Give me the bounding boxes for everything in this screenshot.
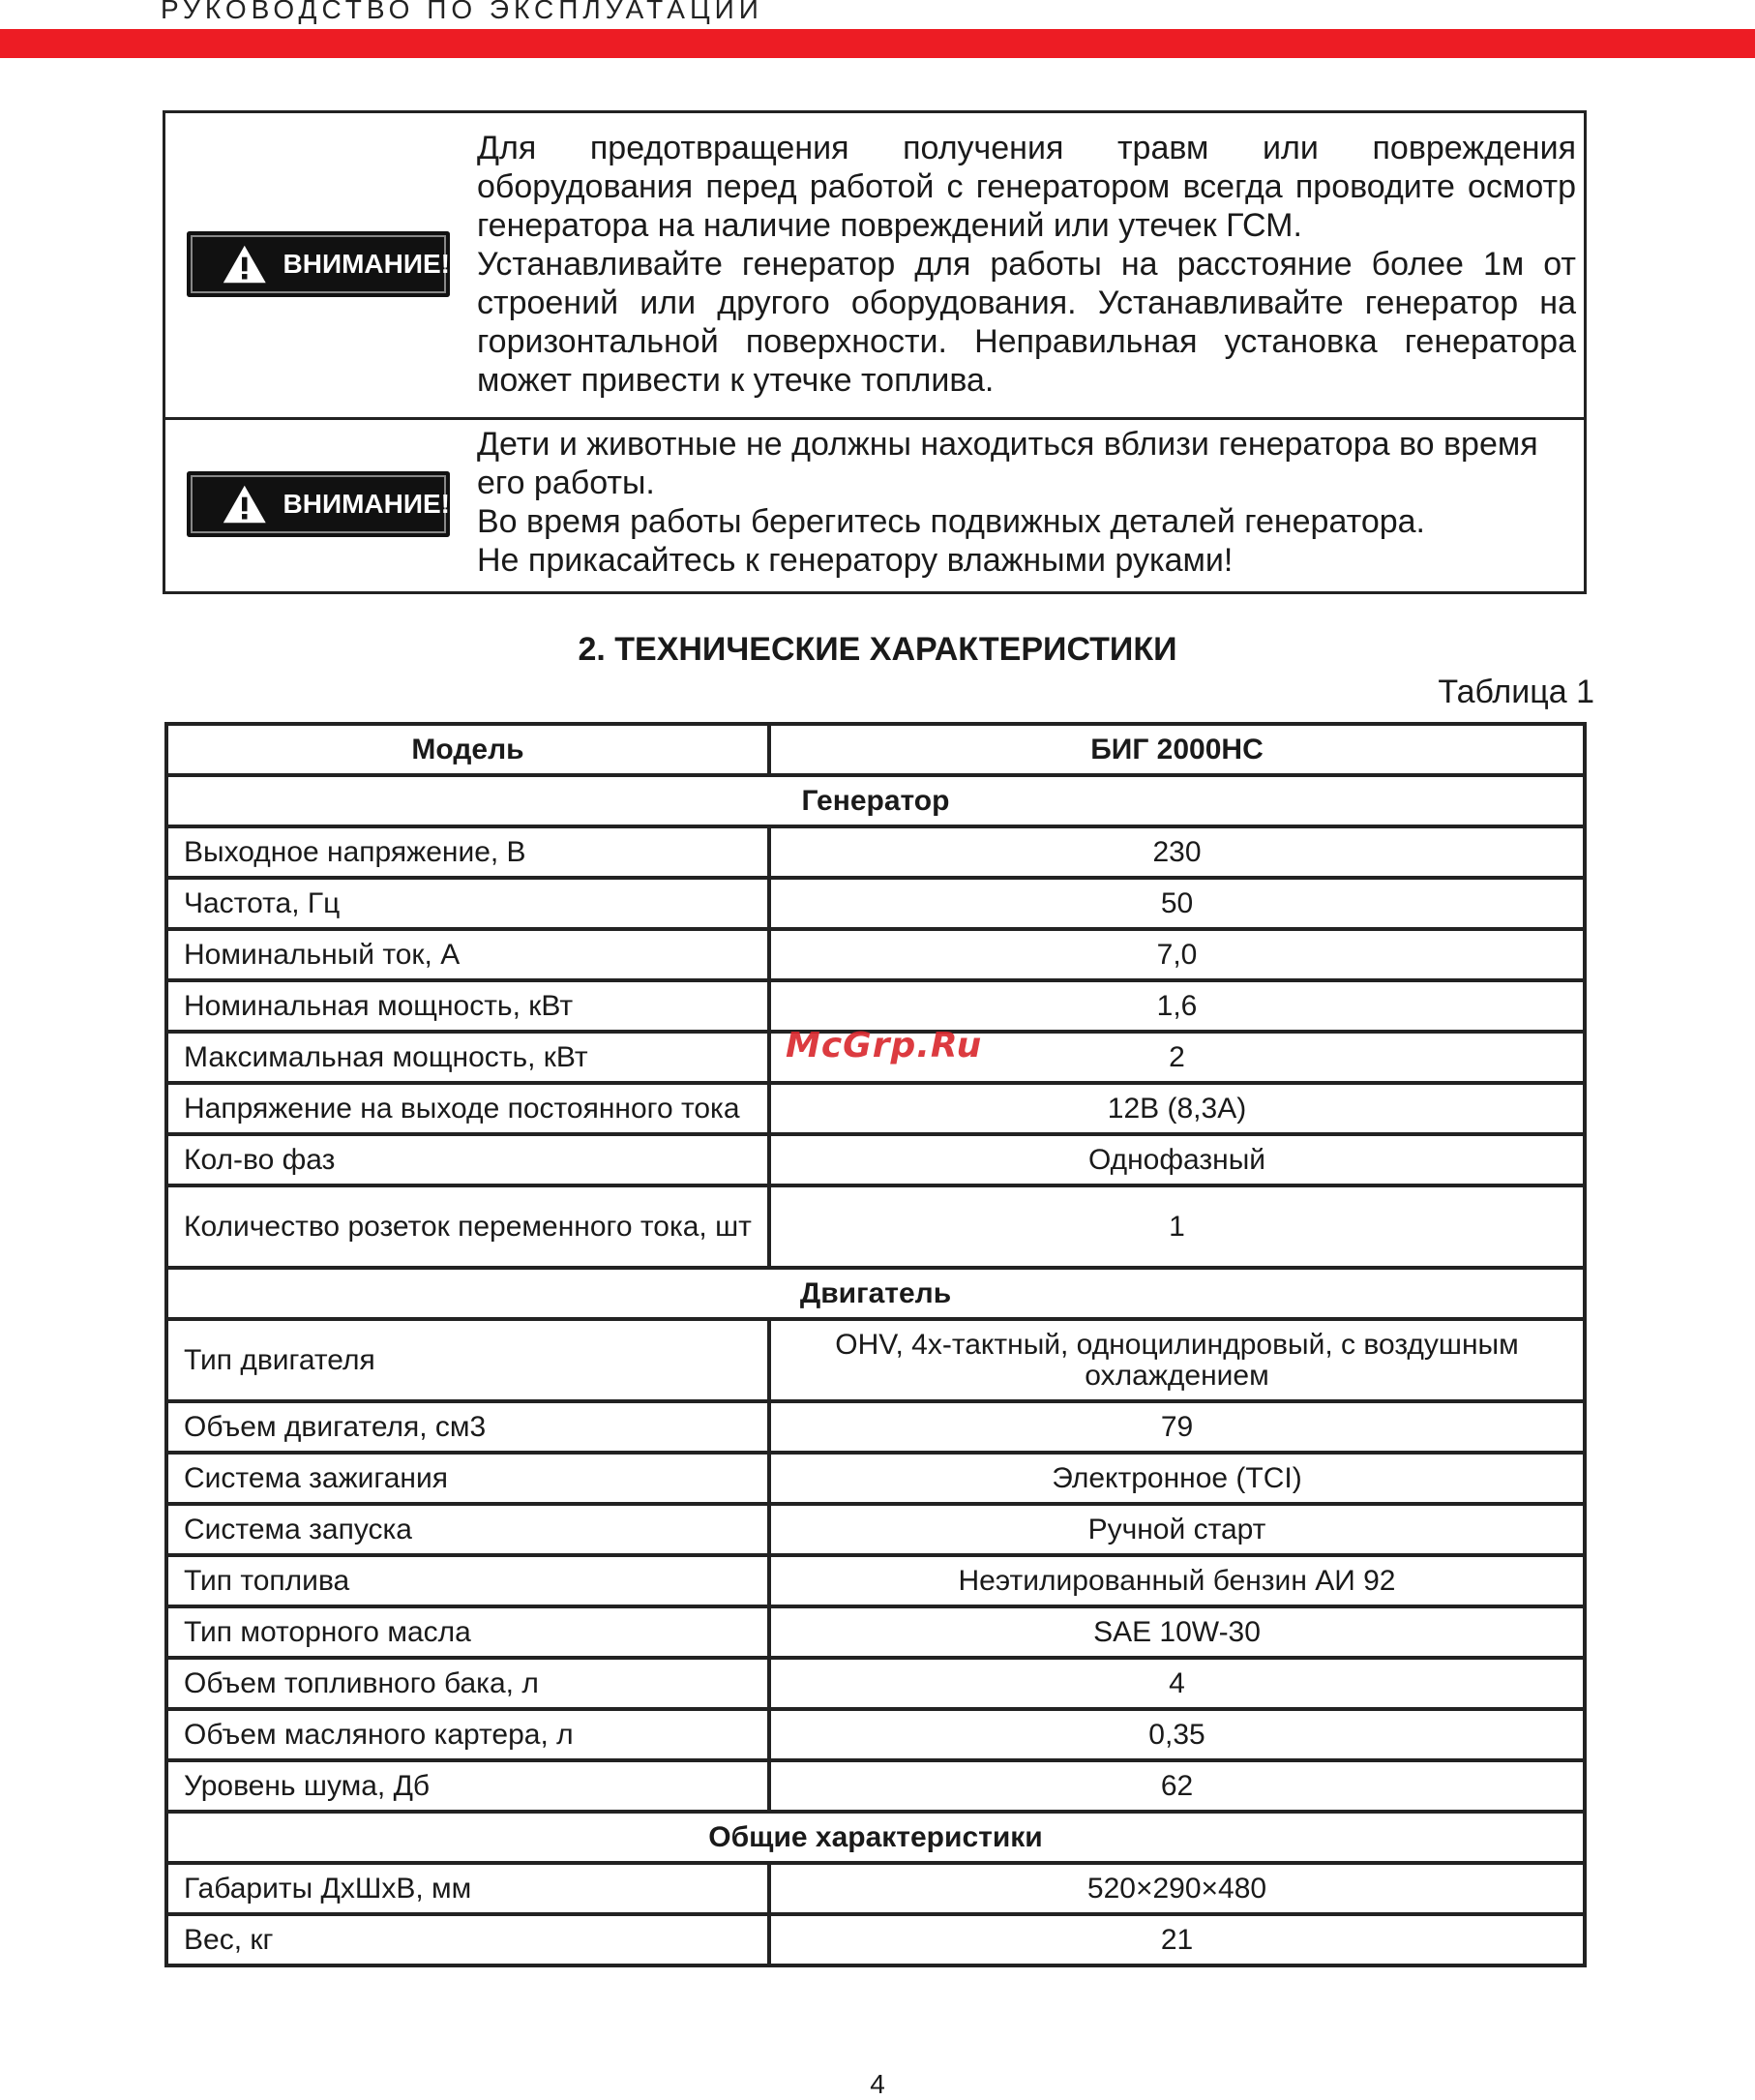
- warning-paragraph: Во время работы берегитесь подвижных деталей генератора.: [477, 503, 1425, 540]
- param-cell: Тип моторного масла: [166, 1606, 769, 1658]
- value-cell: Неэтилированный бензин АИ 92: [769, 1555, 1585, 1606]
- table-row: [166, 1453, 1585, 1504]
- document-header-title: РУКОВОДСТВО ПО ЭКСПЛУАТАЦИИ: [161, 0, 763, 24]
- warning-badge: [187, 231, 450, 297]
- param-cell: Частота, Гц: [166, 878, 769, 929]
- param-cell: Напряжение на выходе постоянного тока: [166, 1083, 769, 1134]
- value-cell: 1,6: [769, 980, 1585, 1032]
- warning-paragraph: Для предотвращения получения травм или повреждения оборудования перед работой с генератором всегда проводите осмотр генератора на наличие повреждений или утечек ГСМ.: [477, 130, 1576, 244]
- section-title-cell: Генератор: [166, 775, 1585, 826]
- table-row: [166, 826, 1585, 878]
- param-cell: Тип двигателя: [166, 1319, 769, 1401]
- value-cell: Однофазный: [769, 1134, 1585, 1185]
- header-accent-bar: [0, 29, 1755, 58]
- param-cell: Номинальная мощность, кВт: [166, 980, 769, 1032]
- table-header-row: [166, 724, 1585, 775]
- param-cell: Объем топливного бака, л: [166, 1658, 769, 1709]
- warning-row: [165, 417, 1584, 591]
- value-cell: 21: [769, 1914, 1585, 1965]
- section-row: [166, 775, 1585, 826]
- value-cell: 4: [769, 1658, 1585, 1709]
- table-row: [166, 1606, 1585, 1658]
- value-cell: 2: [769, 1032, 1585, 1083]
- header-param-cell: Модель: [166, 724, 769, 775]
- table-row: [166, 1401, 1585, 1453]
- table-row: [166, 1555, 1585, 1606]
- section-title-cell: Двигатель: [166, 1268, 1585, 1319]
- param-cell: Количество розеток переменного тока, шт: [166, 1185, 769, 1268]
- table-row: [166, 1319, 1585, 1401]
- warning-triangle-icon: [222, 482, 268, 526]
- param-cell: Уровень шума, Дб: [166, 1760, 769, 1812]
- section-title-cell: Общие характеристики: [166, 1812, 1585, 1863]
- param-cell: Вес, кг: [166, 1914, 769, 1965]
- table-row: [166, 980, 1585, 1032]
- value-cell: Электронное (TCI): [769, 1453, 1585, 1504]
- warning-triangle-icon: [222, 242, 268, 286]
- table-row: [166, 1914, 1585, 1965]
- param-cell: Габариты ДхШхВ, мм: [166, 1863, 769, 1914]
- value-cell: SAE 10W-30: [769, 1606, 1585, 1658]
- param-cell: Тип топлива: [166, 1555, 769, 1606]
- value-cell: 50: [769, 878, 1585, 929]
- value-cell: 0,35: [769, 1709, 1585, 1760]
- table-row: [166, 1658, 1585, 1709]
- param-cell: Максимальная мощность, кВт: [166, 1032, 769, 1083]
- specifications-table: [164, 722, 1587, 1967]
- value-cell: OHV, 4х-тактный, одноцилиндровый, с воздушным охлаждением: [769, 1319, 1585, 1401]
- warning-badge-label: ВНИМАНИЕ!: [283, 249, 450, 279]
- table-row: [166, 1504, 1585, 1555]
- value-cell: 1: [769, 1185, 1585, 1268]
- param-cell: Кол-во фаз: [166, 1134, 769, 1185]
- watermark: McGrp.Ru: [786, 1026, 983, 1065]
- param-cell: Выходное напряжение, В: [166, 826, 769, 878]
- section-title: 2. ТЕХНИЧЕСКИЕ ХАРАКТЕРИСТИКИ: [578, 631, 1177, 668]
- warning-badge-label: ВНИМАНИЕ!: [283, 489, 450, 519]
- table-row: [166, 1760, 1585, 1812]
- value-cell: Ручной старт: [769, 1504, 1585, 1555]
- warning-text: [477, 425, 1576, 580]
- param-cell: Объем масляного картера, л: [166, 1709, 769, 1760]
- table-row: [166, 1863, 1585, 1914]
- section-row: [166, 1268, 1585, 1319]
- header-value-cell: БИГ 2000НС: [769, 724, 1585, 775]
- warning-badge: [187, 471, 450, 537]
- table-row: [166, 878, 1585, 929]
- table-row: [166, 1134, 1585, 1185]
- value-cell: 12В (8,3А): [769, 1083, 1585, 1134]
- param-cell: Система зажигания: [166, 1453, 769, 1504]
- param-cell: Объем двигателя, см3: [166, 1401, 769, 1453]
- table-row: [166, 1185, 1585, 1268]
- page-number: 4: [870, 2069, 885, 2099]
- value-cell: 62: [769, 1760, 1585, 1812]
- warnings-box: [163, 110, 1587, 594]
- warning-paragraph: Устанавливайте генератор для работы на расстояние более 1м от строений или другого оборудования. Устанавливайте генератор на горизонтальной поверхности. Неправильная установка генератора может привести к утечке топлива.: [477, 246, 1576, 399]
- warning-text: [477, 129, 1576, 400]
- table-label: Таблица 1: [1438, 674, 1594, 710]
- value-cell: 7,0: [769, 929, 1585, 980]
- warning-paragraph: Дети и животные не должны находиться вблизи генератора во время его работы.: [477, 426, 1538, 501]
- warning-paragraph: Не прикасайтесь к генератору влажными руками!: [477, 542, 1234, 579]
- value-cell: 520×290×480: [769, 1863, 1585, 1914]
- param-cell: Система запуска: [166, 1504, 769, 1555]
- value-cell: 79: [769, 1401, 1585, 1453]
- table-row: [166, 929, 1585, 980]
- section-row: [166, 1812, 1585, 1863]
- table-row: [166, 1083, 1585, 1134]
- value-cell: 230: [769, 826, 1585, 878]
- warning-row: [165, 113, 1584, 420]
- table-row: [166, 1709, 1585, 1760]
- param-cell: Номинальный ток, А: [166, 929, 769, 980]
